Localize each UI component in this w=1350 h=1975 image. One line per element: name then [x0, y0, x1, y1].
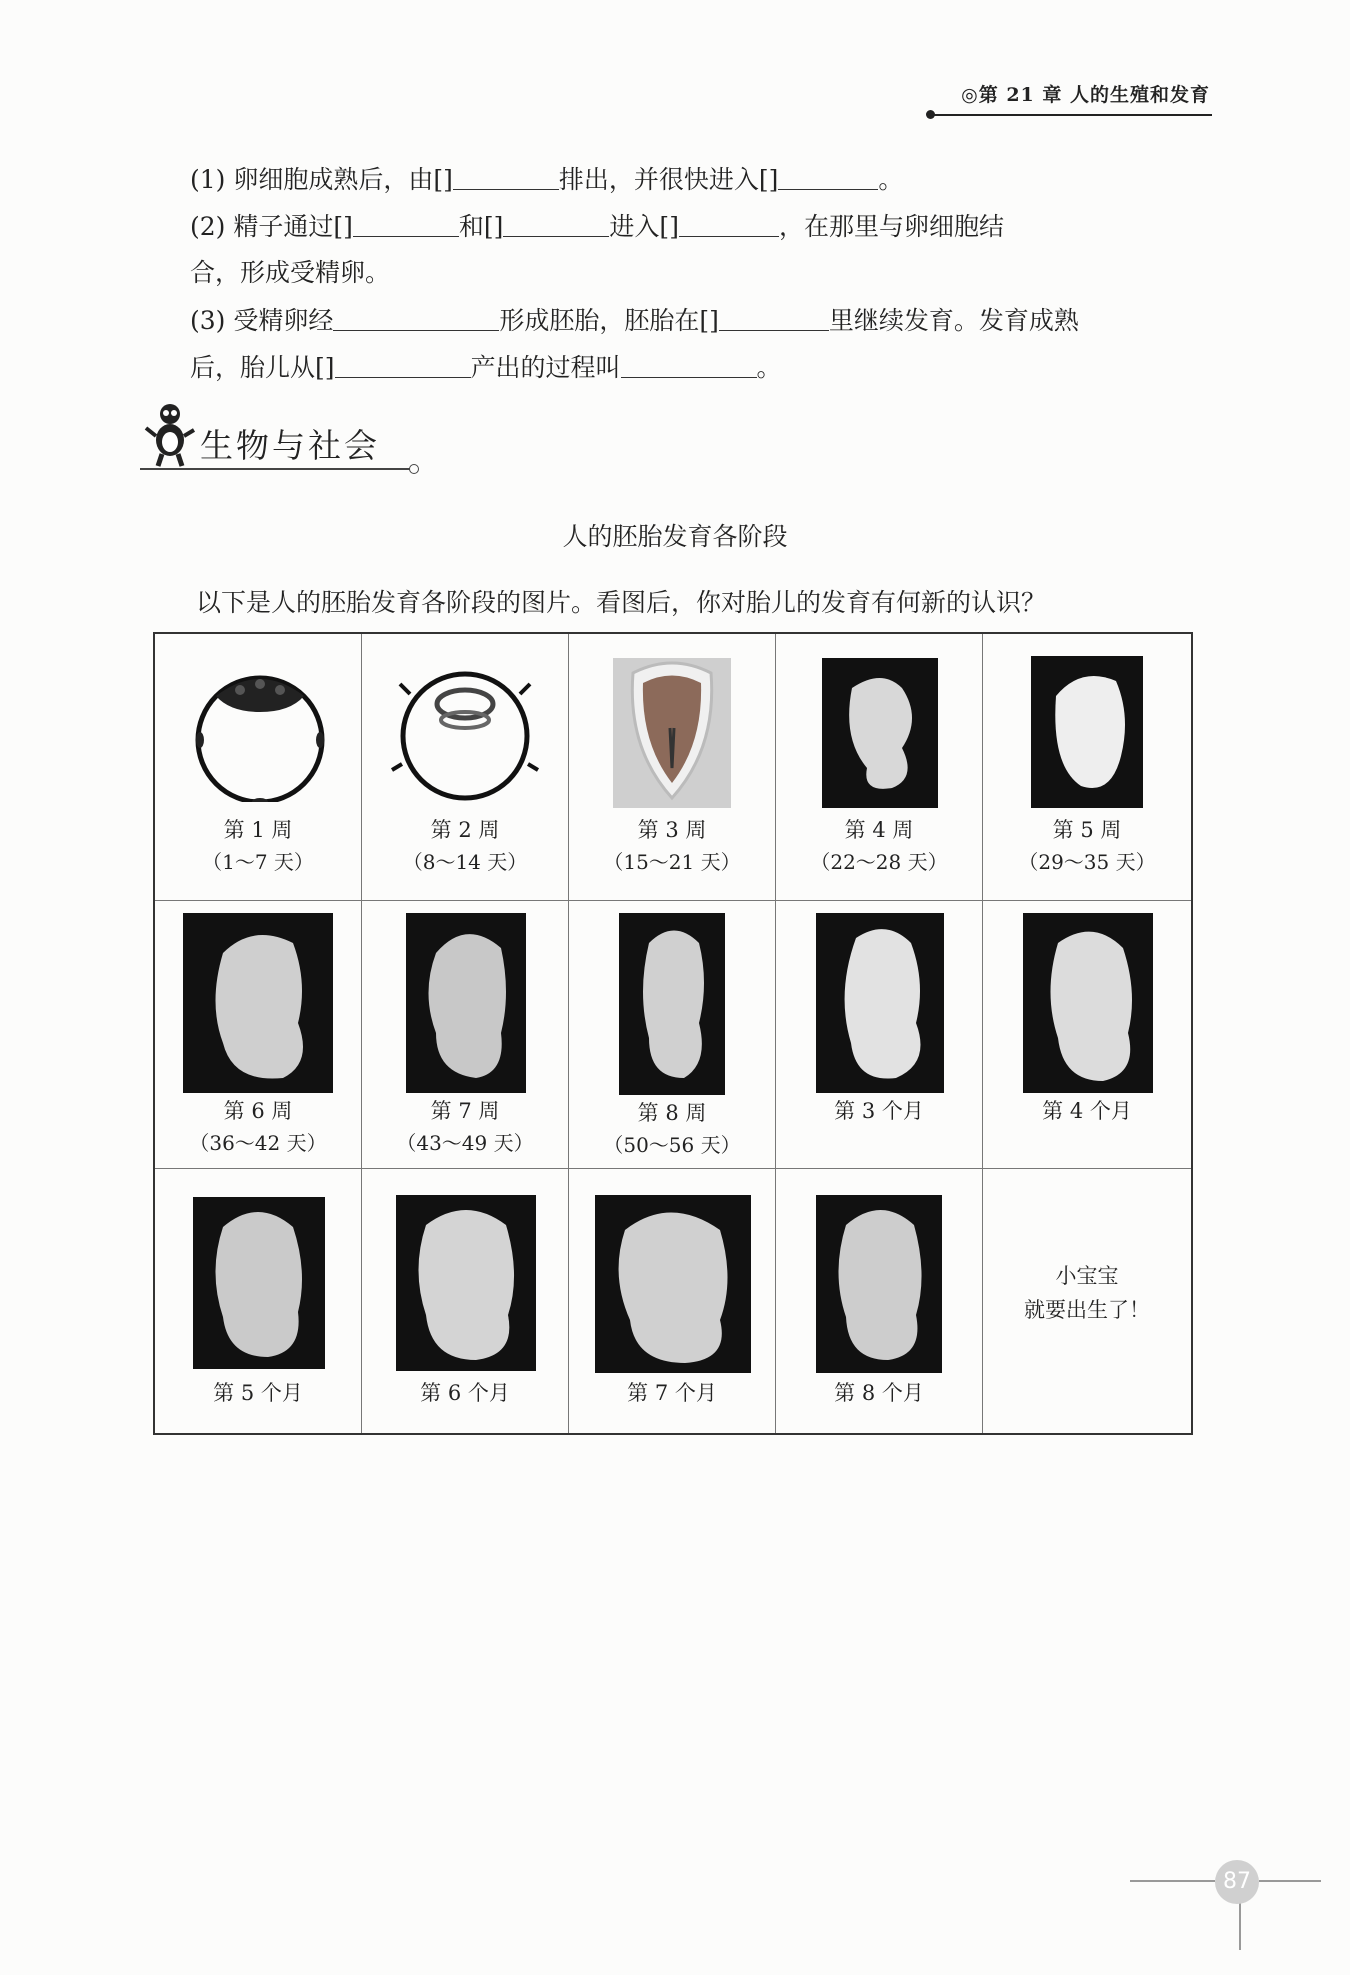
q3-blank-4[interactable]	[621, 353, 757, 378]
q2-text-b: 和[	[458, 212, 494, 241]
q3-cont-text-b: 产出的过程叫	[470, 353, 621, 382]
running-head: ◎第 21 章 人的生殖和发育	[961, 84, 1210, 106]
stage-range: （50～56 天）	[603, 1133, 741, 1157]
stage-cell-10	[983, 901, 1191, 1169]
q3-text-c: 里继续发育。发育成熟	[828, 306, 1079, 335]
q2-text-a: (2) 精子通过[	[190, 212, 344, 241]
stage-label: 第 8 个月	[834, 1381, 924, 1405]
stage-range: （8～14 天）	[402, 850, 528, 874]
embryo-photo	[193, 1197, 325, 1369]
stage-cell-6	[155, 901, 362, 1169]
q3-cont-text-a: 后，胎儿从[	[190, 353, 325, 382]
embryo-photo	[816, 913, 944, 1093]
q3-bracket-close-1: ]	[709, 306, 719, 335]
page-number: 87	[1215, 1860, 1259, 1904]
q1-bracket-close: ]	[443, 165, 453, 194]
q2-blank-1[interactable]	[353, 212, 459, 237]
final-message	[983, 1259, 1191, 1327]
q1-bracket-close-2: ]	[768, 165, 779, 194]
stage-cell-12	[362, 1169, 569, 1433]
stage-cell-8	[569, 901, 776, 1169]
section-title: 生物与社会	[200, 426, 380, 465]
stage-range: （22～28 天）	[810, 850, 948, 874]
q2-bracket-close-2: ]	[493, 212, 504, 241]
footer-rule-right	[1259, 1880, 1321, 1882]
stage-range: （43～49 天）	[396, 1131, 534, 1155]
stage-label: 第 5 周	[1052, 818, 1122, 842]
q3-cont-bracket-close: ]	[324, 353, 335, 382]
stage-range: （1～7 天）	[202, 850, 314, 874]
section-rule	[140, 468, 412, 470]
q2-text-d: ，在那里与卵细胞结	[778, 212, 1004, 241]
article-subtitle: 人的胚胎发育各阶段	[562, 522, 788, 551]
section-rule-end	[409, 464, 419, 474]
embryo-photo	[1023, 913, 1153, 1093]
stage-label: 第 3 个月	[834, 1099, 924, 1123]
stage-label: 第 4 周	[844, 818, 914, 842]
article-intro: 以下是人的胚胎发育各阶段的图片。看图后，你对胎儿的发育有何新的认识？	[196, 588, 1047, 617]
stage-range: （15～21 天）	[603, 850, 741, 874]
footer-rule-left	[1130, 1880, 1215, 1882]
q3-text-a: (3) 受精卵经	[190, 306, 334, 335]
q3-blank-3[interactable]	[335, 353, 471, 378]
q2-text-c: 进入[	[609, 212, 670, 241]
q2-bracket-close-1: ]	[343, 212, 353, 241]
question-2	[190, 204, 1210, 250]
stage-label: 第 2 周	[430, 818, 500, 842]
stage-cell-7	[362, 901, 569, 1169]
question-3-cont	[190, 345, 1210, 391]
stage-cell-5	[983, 634, 1191, 901]
question-1	[190, 157, 1210, 203]
stage-range: （36～42 天）	[189, 1131, 327, 1155]
stage-cell-3	[569, 634, 776, 901]
stage-label: 第 7 周	[430, 1099, 500, 1123]
q1-text-b: 排出，并很快进入[	[558, 165, 769, 194]
stage-label: 第 6 周	[223, 1099, 293, 1123]
final-line-1: 小宝宝	[1055, 1264, 1119, 1288]
q3-cont-text-end: 。	[756, 353, 782, 382]
stage-cell-final	[983, 1169, 1191, 1433]
stage-label: 第 5 个月	[213, 1381, 303, 1405]
mascot-icon	[142, 400, 198, 468]
q1-blank-2[interactable]	[778, 165, 878, 190]
embryo-photo	[1031, 656, 1143, 808]
q1-text-a: (1) 卵细胞成熟后，由[	[190, 165, 444, 194]
q3-blank-1[interactable]	[333, 306, 499, 331]
stage-label: 第 8 周	[637, 1101, 707, 1125]
embryo-photo	[816, 1195, 942, 1373]
embryo-photo	[613, 658, 731, 808]
implantation-illustration	[390, 664, 540, 804]
embryo-photo	[183, 913, 333, 1093]
embryo-photo	[619, 913, 725, 1095]
embryo-photo	[595, 1195, 751, 1373]
embryo-photo	[396, 1195, 536, 1371]
stage-cell-2	[362, 634, 569, 901]
blastocyst-illustration	[190, 662, 330, 802]
q2-blank-3[interactable]	[679, 212, 779, 237]
stage-cell-4	[776, 634, 983, 901]
running-head-rule	[930, 114, 1212, 116]
q3-blank-2[interactable]	[719, 306, 829, 331]
final-line-2: 就要出生了！	[1024, 1298, 1150, 1322]
q1-text-end: 。	[878, 165, 904, 194]
stage-cell-13	[569, 1169, 776, 1433]
embryo-photo	[406, 913, 526, 1093]
embryo-stage-grid	[153, 632, 1193, 1435]
question-3	[190, 298, 1210, 344]
stage-cell-11	[155, 1169, 362, 1433]
stage-label: 第 3 周	[637, 818, 707, 842]
stage-label: 第 6 个月	[420, 1381, 510, 1405]
stage-cell-1	[155, 634, 362, 901]
q1-blank-1[interactable]	[453, 165, 559, 190]
question-2-cont: 合，形成受精卵。	[190, 258, 391, 287]
embryo-photo	[822, 658, 938, 808]
q2-bracket-close-3: ]	[669, 212, 679, 241]
stage-label: 第 1 周	[223, 818, 293, 842]
stage-cell-9	[776, 901, 983, 1169]
stage-range: （29～35 天）	[1018, 850, 1156, 874]
stage-label: 第 4 个月	[1042, 1099, 1132, 1123]
q3-text-b: 形成胚胎，胚胎在[	[499, 306, 710, 335]
stage-label: 第 7 个月	[627, 1381, 717, 1405]
stage-cell-14	[776, 1169, 983, 1433]
q2-blank-2[interactable]	[503, 212, 609, 237]
